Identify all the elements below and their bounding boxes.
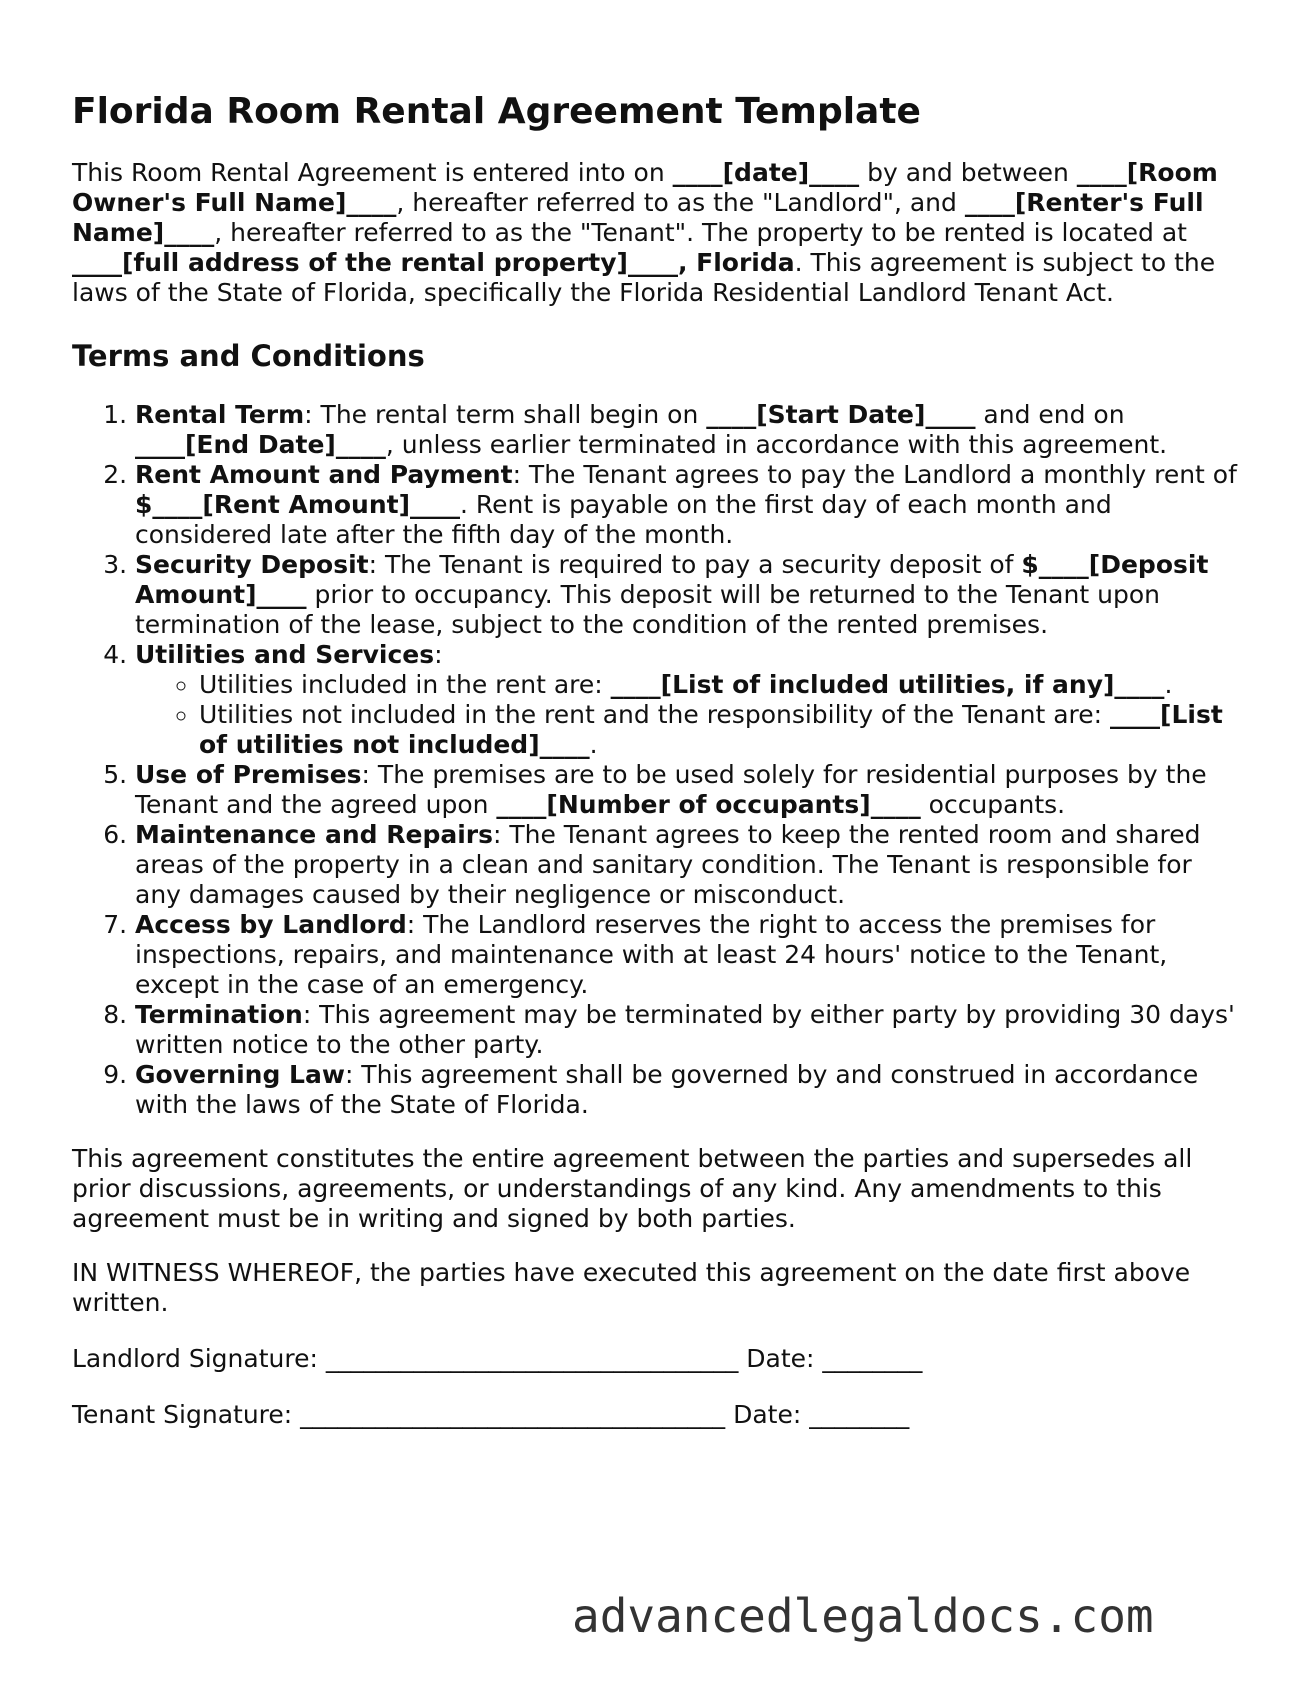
text-run: , unless earlier terminated in accordance with this agreement. [385,430,1168,459]
bold-text: ____[Renter's Full Name]____ [72,188,1204,247]
bold-text: Rental Term [135,400,305,429]
bold-text: Governing Law [135,1060,345,1089]
text-run: : This agreement may be terminated by either party by providing 30 days' written notice to the other party. [135,1000,1235,1059]
bold-text: $____[Deposit Amount]____ [135,550,1209,609]
text-run: prior to occupancy. This deposit will be returned to the Tenant upon termination of the lease, subject to the condition of the rented premises. [135,580,1160,639]
text-run: . Rent is payable on the first day of each month and considered late after the fifth day of the month. [135,490,1112,549]
document-title: Florida Room Rental Agreement Template [72,91,921,132]
bold-text: Maintenance and Repairs [135,820,493,849]
bold-text: ____[List of included utilities, if any]____ [610,670,1165,699]
watermark: advancedlegaldocs.com [572,1589,1154,1643]
document-page [72,80,1242,1430]
intro-paragraph [72,158,1242,308]
sub-item [199,670,1242,700]
text-run: : [434,640,443,669]
bold-text: Termination [135,1000,303,1029]
terms-heading: Terms and Conditions [72,339,425,373]
text-run: occupants. [920,790,1066,819]
terms-list [72,400,1242,1120]
term-item [135,760,1242,820]
sub-list [135,670,1242,760]
text-run: : The Landlord reserves the right to access the premises for inspections, repairs, and maintenance with at least 24 hours' notice to the Tenant, except in the case of an emergency. [135,910,1168,999]
bold-text: Security Deposit [135,550,369,579]
bold-text: Access by Landlord [135,910,407,939]
witness-paragraph: IN WITNESS WHEREOF, the parties have executed this agreement on the date first above written. [72,1258,1191,1317]
text-run: , hereafter referred to as the "Tenant". The property to be rented is located at [214,218,1187,247]
bold-text: ____[Start Date]____ [706,400,976,429]
tenant-signature-line: Tenant Signature: __________________________________ Date: ________ [72,1400,910,1429]
bold-text: Utilities and Services [135,640,435,669]
text-run: : The Tenant is required to pay a security deposit of [368,550,1022,579]
term-item [135,400,1242,460]
text-run: . This agreement is subject to the laws of the State of Florida, specifically the Florida Residential Landlord Tenant Act. [72,248,1216,307]
text-run: , hereafter referred to as the "Landlord", and [396,188,965,217]
term-item [135,1060,1242,1120]
term-item [135,640,1242,760]
term-item [135,820,1242,910]
term-item [135,550,1242,640]
term-item [135,1000,1242,1060]
text-run: This Room Rental Agreement is entered into on [72,158,673,187]
bold-text: ____[Room Owner's Full Name]____ [72,158,1218,217]
bold-text: Use of Premises [135,760,362,789]
text-run: : The Tenant agrees to pay the Landlord a monthly rent of [512,460,1237,489]
bold-text: $____[Rent Amount]____ [135,490,461,519]
text-run: and end on [975,400,1125,429]
bold-text: ____[End Date]____ [135,430,386,459]
text-run: . [589,730,598,759]
bold-text: ____[Number of occupants]____ [496,790,921,819]
text-run: : This agreement shall be governed by and construed in accordance with the laws of the State of Florida. [135,1060,1199,1119]
bold-text: ____[List of utilities not included]____ [199,700,1223,759]
sub-item [199,700,1242,760]
text-run: . [1164,670,1173,699]
bold-text: ____[date]____ [672,158,860,187]
text-run: : The Tenant agrees to keep the rented room and shared areas of the property in a clean and sanitary condition. The Tenant is responsible for any damages caused by their negligence or misconduct. [135,820,1201,909]
closing-paragraph: This agreement constitutes the entire agreement between the parties and supersedes all prior discussions, agreements, or understandings of any kind. Any amendments to this agreement must be in writing and signed by both parties. [72,1144,1193,1233]
bold-text: Rent Amount and Payment [135,460,513,489]
text-run: : The rental term shall begin on [304,400,707,429]
text-run: Utilities included in the rent are: [199,670,611,699]
text-run: by and between [859,158,1077,187]
text-run: : The premises are to be used solely for residential purposes by the Tenant and the agreed upon [135,760,1207,819]
term-item [135,910,1242,1000]
text-run: Utilities not included in the rent and the responsibility of the Tenant are: [199,700,1111,729]
bold-text: ____[full address of the rental property]____, Florida [72,248,795,277]
term-item [135,460,1242,550]
landlord-signature-line: Landlord Signature: _________________________________ Date: ________ [72,1344,923,1373]
